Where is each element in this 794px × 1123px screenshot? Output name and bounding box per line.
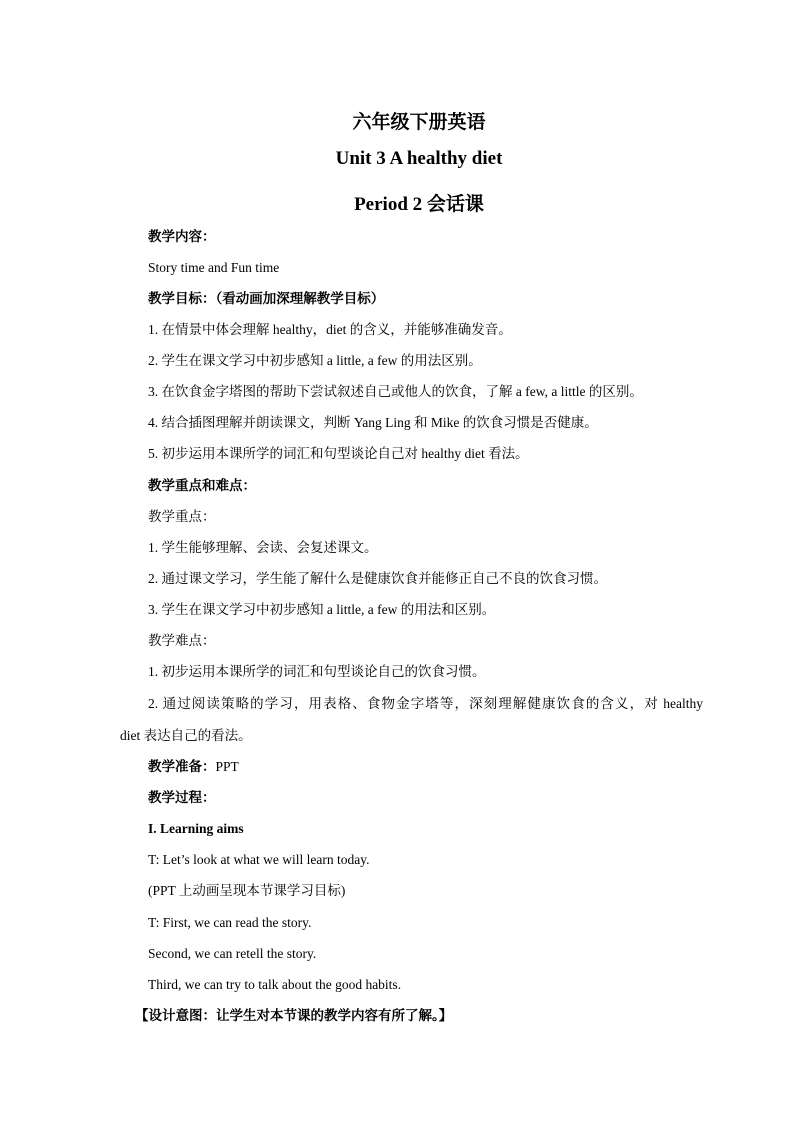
objective-item: 3. 在饮食金字塔图的帮助下尝试叙述自己或他人的饮食，了解 a few, a little 的区别。	[148, 384, 643, 399]
process-line: T: Let’s look at what we will learn today.	[148, 852, 370, 867]
difficult-point-continuation: diet 表达自己的看法。	[120, 728, 252, 743]
unit-title: Unit 3 A healthy diet	[335, 148, 503, 169]
content-text: Story time and Fun time	[148, 260, 280, 275]
page-title-cn: 六年级下册英语	[352, 112, 486, 133]
key-points-label: 教学重点：	[148, 509, 216, 524]
design-intent-note: 【设计意图：让学生对本节课的教学内容有所了解。】	[135, 1008, 453, 1023]
process-line: T: First, we can read the story.	[148, 915, 312, 930]
difficult-point-item: 2. 通过阅读策略的学习，用表格、食物金字塔等，深刻理解健康饮食的含义，对 healthy	[148, 696, 703, 711]
section-title: I. Learning aims	[148, 821, 244, 836]
objective-item: 5. 初步运用本课所学的词汇和句型谈论自己对 healthy diet 看法。	[148, 446, 529, 461]
key-point-item: 3. 学生在课文学习中初步感知 a little, a few 的用法和区别。	[148, 602, 496, 617]
preparation-line	[148, 758, 239, 776]
difficult-points-label: 教学难点：	[148, 633, 216, 648]
focus-label: 教学重点和难点：	[148, 478, 256, 493]
process-line: Second, we can retell the story.	[148, 946, 317, 961]
preparation-value: PPT	[215, 759, 239, 774]
preparation-label: 教学准备：	[148, 759, 216, 774]
objective-item: 1. 在情景中体会理解 healthy，diet 的含义，并能够准确发音。	[148, 322, 512, 337]
objective-item: 2. 学生在课文学习中初步感知 a little, a few 的用法区别。	[148, 353, 482, 368]
objectives-label: 教学目标：（看动画加深理解教学目标）	[148, 291, 385, 306]
process-label: 教学过程：	[148, 790, 216, 805]
key-point-item: 2. 通过课文学习，学生能了解什么是健康饮食并能修正自己不良的饮食习惯。	[148, 571, 607, 586]
content-label: 教学内容：	[148, 229, 216, 244]
key-point-item: 1. 学生能够理解、会读、会复述课文。	[148, 540, 378, 555]
process-line: (PPT 上动画呈现本节课学习目标)	[148, 883, 346, 898]
difficult-point-item: 1. 初步运用本课所学的词汇和句型谈论自己的饮食习惯。	[148, 664, 486, 679]
objective-item: 4. 结合插图理解并朗读课文，判断 Yang Ling 和 Mike 的饮食习惯是否健康。	[148, 415, 598, 430]
period-title: Period 2 会话课	[354, 194, 484, 215]
process-line: Third, we can try to talk about the good habits.	[148, 977, 402, 992]
